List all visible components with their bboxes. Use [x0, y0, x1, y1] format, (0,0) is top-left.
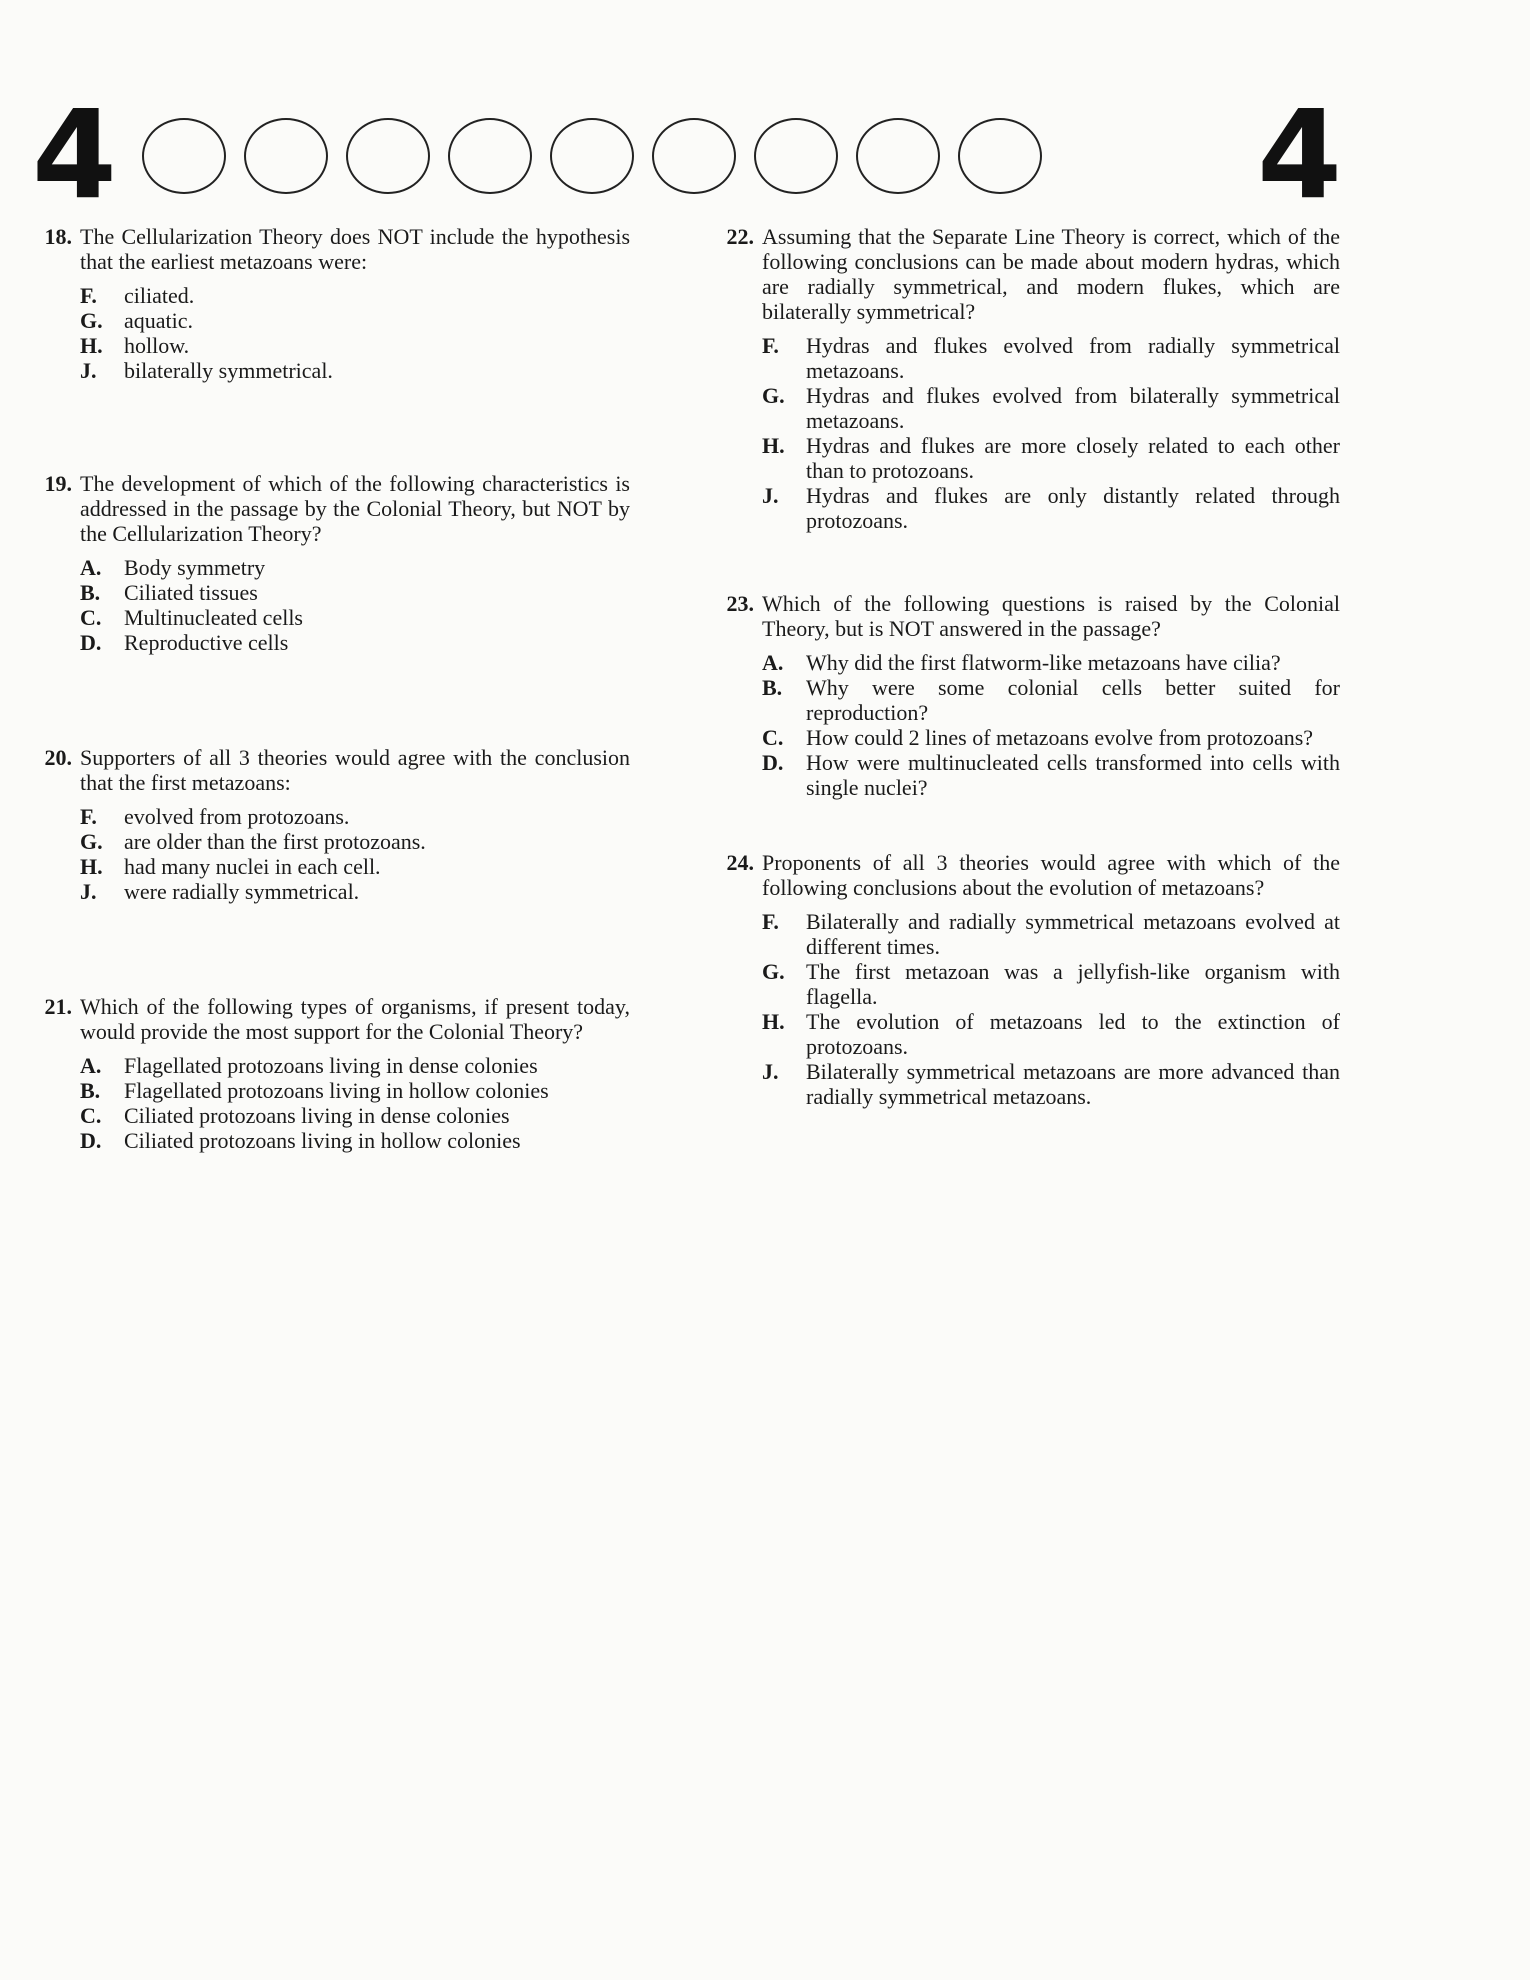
question-stem [712, 224, 1340, 324]
answer-text: Ciliated protozoans living in dense colonies [124, 1103, 510, 1128]
question-number: 24. [726, 850, 754, 875]
answer-text: Why were some colonial cells better suited for reproduction? [806, 675, 1340, 725]
answer-text: Body symmetry [124, 555, 266, 580]
answer-text: are older than the first protozoans. [124, 829, 426, 854]
answer-option[interactable] [80, 1128, 630, 1153]
answer-letter: F. [80, 283, 97, 308]
bubble-circle [142, 118, 226, 194]
question-stem [712, 591, 1340, 641]
question-text: Proponents of all 3 theories would agree with which of the following conclusions about the evolution of metazoans? [762, 850, 1340, 900]
answer-letter: G. [762, 959, 785, 984]
answer-letter: D. [762, 750, 784, 775]
bubble-circle [550, 118, 634, 194]
bubble-circle [346, 118, 430, 194]
answer-option[interactable] [80, 283, 630, 308]
answer-option[interactable] [80, 804, 630, 829]
answer-letter: A. [80, 1053, 102, 1078]
answer-text: Bilaterally symmetrical metazoans are more advanced than radially symmetrical metazoans. [806, 1059, 1340, 1109]
answer-text: aquatic. [124, 308, 194, 333]
question-text: Which of the following questions is raised by the Colonial Theory, but is NOT answered in the passage? [762, 591, 1340, 641]
answer-letter: G. [80, 829, 103, 854]
bubble-circle [448, 118, 532, 194]
answer-option[interactable] [762, 909, 1340, 959]
answer-letter: C. [762, 725, 784, 750]
answer-option[interactable] [80, 605, 630, 630]
answer-text: had many nuclei in each cell. [124, 854, 381, 879]
answer-option[interactable] [762, 483, 1340, 533]
answer-text: The first metazoan was a jellyfish-like organism with flagella. [806, 959, 1340, 1009]
question-19 [30, 471, 630, 655]
answer-option[interactable] [80, 1053, 630, 1078]
answer-option[interactable] [80, 1103, 630, 1128]
question-text: The development of which of the following characteristics is addressed in the passage by the Colonial Theory, but NOT by the Cellularization Theory? [80, 471, 630, 546]
answer-option[interactable] [762, 959, 1340, 1009]
answer-letter: G. [762, 383, 785, 408]
question-number: 23. [726, 591, 754, 616]
answer-option[interactable] [762, 433, 1340, 483]
answer-option[interactable] [762, 333, 1340, 383]
answer-option[interactable] [762, 383, 1340, 433]
answer-option[interactable] [80, 630, 630, 655]
section-number-left: 4 [32, 84, 117, 226]
answer-text: The evolution of metazoans led to the extinction of protozoans. [806, 1009, 1340, 1059]
answer-letter: H. [762, 1009, 785, 1034]
question-stem [30, 994, 630, 1044]
answer-option[interactable] [762, 750, 1340, 800]
answer-text: Bilaterally and radially symmetrical metazoans evolved at different times. [806, 909, 1340, 959]
answer-text: Hydras and flukes evolved from bilaterally symmetrical metazoans. [806, 383, 1340, 433]
question-text: Assuming that the Separate Line Theory is correct, which of the following conclusions can be made about modern hydras, which are radially symmetrical, and modern flukes, which are bilaterally symmetrical? [762, 224, 1340, 324]
answer-letter: J. [80, 358, 97, 383]
question-24 [712, 850, 1340, 1109]
answer-option[interactable] [762, 1009, 1340, 1059]
answer-letter: F. [762, 909, 779, 934]
question-22 [712, 224, 1340, 533]
question-number: 18. [44, 224, 72, 249]
answer-text: hollow. [124, 333, 190, 358]
question-number: 20. [44, 745, 72, 770]
question-stem [30, 224, 630, 274]
answer-letter: B. [762, 675, 783, 700]
answer-letter: C. [80, 1103, 102, 1128]
answer-letter: A. [80, 555, 102, 580]
answer-letter: H. [80, 333, 103, 358]
answer-letter: F. [80, 804, 97, 829]
question-23 [712, 591, 1340, 800]
bubble-circle [958, 118, 1042, 194]
question-20 [30, 745, 630, 904]
section-number-right: 4 [1257, 84, 1342, 226]
answer-letter: G. [80, 308, 103, 333]
answer-text: Ciliated protozoans living in hollow colonies [124, 1128, 521, 1153]
answer-letter: D. [80, 1128, 102, 1153]
question-number: 22. [726, 224, 754, 249]
answer-list [30, 804, 630, 904]
question-text: Supporters of all 3 theories would agree with the conclusion that the first metazoans: [80, 745, 630, 795]
answer-text: How could 2 lines of metazoans evolve from protozoans? [806, 725, 1314, 750]
answer-letter: C. [80, 605, 102, 630]
answer-list [30, 1053, 630, 1153]
section-bubbles [142, 118, 1232, 198]
answer-option[interactable] [80, 829, 630, 854]
question-text: The Cellularization Theory does NOT include the hypothesis that the earliest metazoans were: [80, 224, 630, 274]
answer-text: Multinucleated cells [124, 605, 303, 630]
answer-letter: H. [80, 854, 103, 879]
bubble-circle [652, 118, 736, 194]
answer-list [30, 555, 630, 655]
answer-option[interactable] [80, 1078, 630, 1103]
answer-text: were radially symmetrical. [124, 879, 360, 904]
answer-option[interactable] [762, 675, 1340, 725]
answer-option[interactable] [80, 308, 630, 333]
question-stem [30, 745, 630, 795]
answer-text: How were multinucleated cells transformed into cells with single nuclei? [806, 750, 1340, 800]
question-21 [30, 994, 630, 1153]
answer-text: Why did the first flatworm-like metazoans have cilia? [806, 650, 1281, 675]
answer-list [712, 909, 1340, 1109]
answer-option[interactable] [80, 333, 630, 358]
answer-option[interactable] [80, 555, 630, 580]
question-stem [712, 850, 1340, 900]
answer-option[interactable] [762, 725, 1340, 750]
bubble-circle [244, 118, 328, 194]
answer-option[interactable] [762, 650, 1340, 675]
left-column [30, 224, 630, 1153]
question-number: 21. [44, 994, 72, 1019]
question-text: Which of the following types of organisms, if present today, would provide the most support for the Colonial Theory? [80, 994, 630, 1044]
answer-letter: B. [80, 580, 101, 605]
answer-letter: J. [762, 1059, 779, 1084]
answer-text: ciliated. [124, 283, 195, 308]
answer-text: Reproductive cells [124, 630, 289, 655]
answer-letter: F. [762, 333, 779, 358]
answer-text: evolved from protozoans. [124, 804, 350, 829]
right-column [712, 224, 1340, 1109]
answer-list [712, 650, 1340, 800]
answer-text: Hydras and flukes are more closely related to each other than to protozoans. [806, 433, 1340, 483]
answer-letter: J. [80, 879, 97, 904]
answer-letter: A. [762, 650, 784, 675]
answer-text: Ciliated tissues [124, 580, 258, 605]
bubble-circle [754, 118, 838, 194]
answer-option[interactable] [80, 580, 630, 605]
answer-letter: H. [762, 433, 785, 458]
question-stem [30, 471, 630, 546]
answer-letter: B. [80, 1078, 101, 1103]
answer-option[interactable] [80, 879, 630, 904]
answer-option[interactable] [80, 358, 630, 383]
answer-letter: J. [762, 483, 779, 508]
answer-text: bilaterally symmetrical. [124, 358, 333, 383]
answer-list [30, 283, 630, 383]
section-header [32, 84, 1342, 226]
answer-text: Flagellated protozoans living in dense colonies [124, 1053, 538, 1078]
bubble-circle [856, 118, 940, 194]
answer-text: Hydras and flukes evolved from radially symmetrical metazoans. [806, 333, 1340, 383]
question-number: 19. [44, 471, 72, 496]
answer-text: Flagellated protozoans living in hollow colonies [124, 1078, 549, 1103]
answer-text: Hydras and flukes are only distantly related through protozoans. [806, 483, 1340, 533]
answer-option[interactable] [80, 854, 630, 879]
question-18 [30, 224, 630, 383]
answer-letter: D. [80, 630, 102, 655]
answer-list [712, 333, 1340, 533]
answer-option[interactable] [762, 1059, 1340, 1109]
